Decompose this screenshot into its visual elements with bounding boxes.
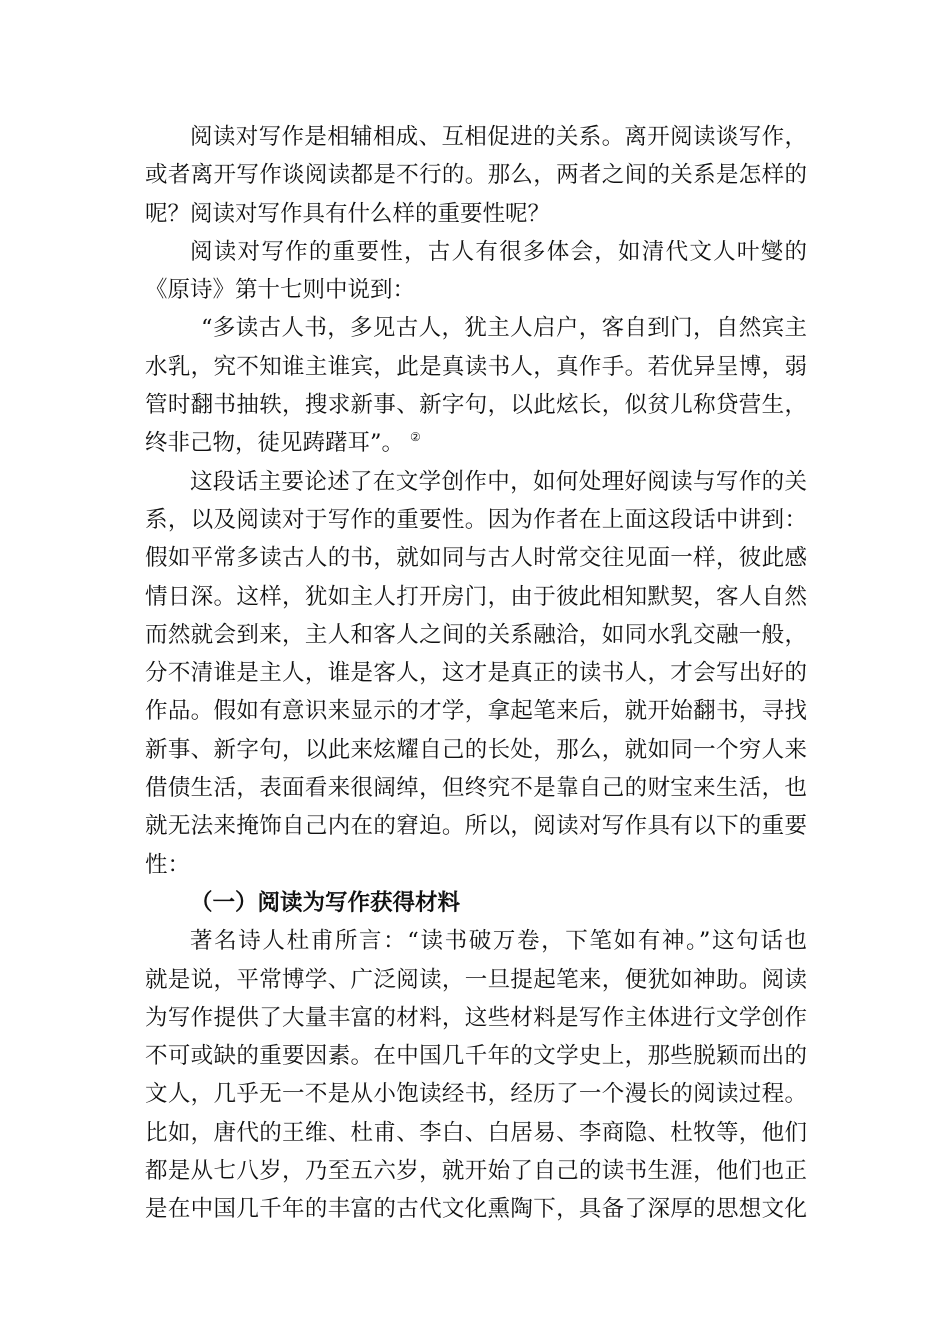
quote-line: “多读古人书，多见古人，犹主人启户，客自到门，自然宾主 — [201, 315, 807, 342]
paragraph-3-line: 性： — [145, 851, 191, 878]
paragraph-4-line: 是在中国几千年的丰富的古代文化熏陶下，具备了深厚的思想文化 — [145, 1196, 807, 1223]
paragraph-4-line: 就是说，平常博学、广泛阅读，一旦提起笔来，便犹如神助。阅读 — [145, 966, 807, 993]
paragraph-2-line: 《原诗》第十七则中说到： — [145, 277, 416, 304]
paragraph-3-line: 而然就会到来，主人和客人之间的关系融洽，如同水乳交融一般， — [145, 621, 807, 648]
paragraph-4-line: 文人，几乎无一不是从小饱读经书，经历了一个漫长的阅读过程。 — [145, 1081, 807, 1108]
footnote-marker: ② — [410, 430, 421, 445]
paragraph-3-line: 就无法来掩饰自己内在的窘迫。所以，阅读对写作具有以下的重要 — [145, 813, 807, 840]
paragraph-3-line: 系，以及阅读对于写作的重要性。因为作者在上面这段话中讲到： — [145, 506, 807, 533]
body-text — [145, 118, 807, 1229]
quote-line: 水乳，究不知谁主谁宾，此是真读书人，真作手。若优异呈博，弱 — [145, 353, 807, 380]
paragraph-4-line: 比如，唐代的王维、杜甫、李白、白居易、李商隐、杜牧等，他们 — [145, 1119, 807, 1146]
paragraph-4-line: 著名诗人杜甫所言：“读书破万卷，下笔如有神。”这句话也 — [190, 928, 807, 955]
paragraph-2-line: 阅读对写作的重要性，古人有很多体会，如清代文人叶燮的 — [190, 238, 807, 265]
paragraph-3-line: 作品。假如有意识来显示的才学，拿起笔来后，就开始翻书，寻找 — [145, 698, 807, 725]
paragraph-3-line: 新事、新字句，以此来炫耀自己的长处，那么，就如同一个穷人来 — [145, 736, 807, 763]
quote-line: 管时翻书抽轶，搜求新事、新字句，以此炫长，似贫儿称贷营生， — [145, 392, 807, 419]
quote-line-text: 终非己物，徒见踌躇耳”。 — [145, 430, 405, 457]
section-heading: （一）阅读为写作获得材料 — [190, 889, 461, 916]
paragraph-4-line: 为写作提供了大量丰富的材料，这些材料是写作主体进行文学创作 — [145, 1004, 807, 1031]
paragraph-3-line: 假如平常多读古人的书，就如同与古人时常交往见面一样，彼此感 — [145, 545, 807, 572]
quote-last-line — [145, 424, 807, 462]
paragraph-3-line: 这段话主要论述了在文学创作中，如何处理好阅读与写作的关 — [190, 468, 807, 495]
paragraph-4-line: 不可或缺的重要因素。在中国几千年的文学史上，那些脱颖而出的 — [145, 1043, 807, 1070]
paragraph-3-line: 分不清谁是主人，谁是客人，这才是真正的读书人，才会写出好的 — [145, 660, 807, 687]
paragraph-4-line: 都是从七八岁，乃至五六岁，就开始了自己的读书生涯，他们也正 — [145, 1158, 807, 1185]
paragraph-3-line: 情日深。这样，犹如主人打开房门，由于彼此相知默契，客人自然 — [145, 583, 807, 610]
paragraph-1-line: 或者离开写作谈阅读都是不行的。那么，两者之间的关系是怎样的 — [145, 162, 807, 189]
paragraph-1-line: 呢？阅读对写作具有什么样的重要性呢？ — [145, 200, 551, 227]
paragraph-1-line: 阅读对写作是相辅相成、互相促进的关系。离开阅读谈写作， — [190, 124, 807, 150]
paragraph-3-line: 借债生活，表面看来很阔绰，但终究不是靠自己的财宝来生活，也 — [145, 775, 807, 802]
